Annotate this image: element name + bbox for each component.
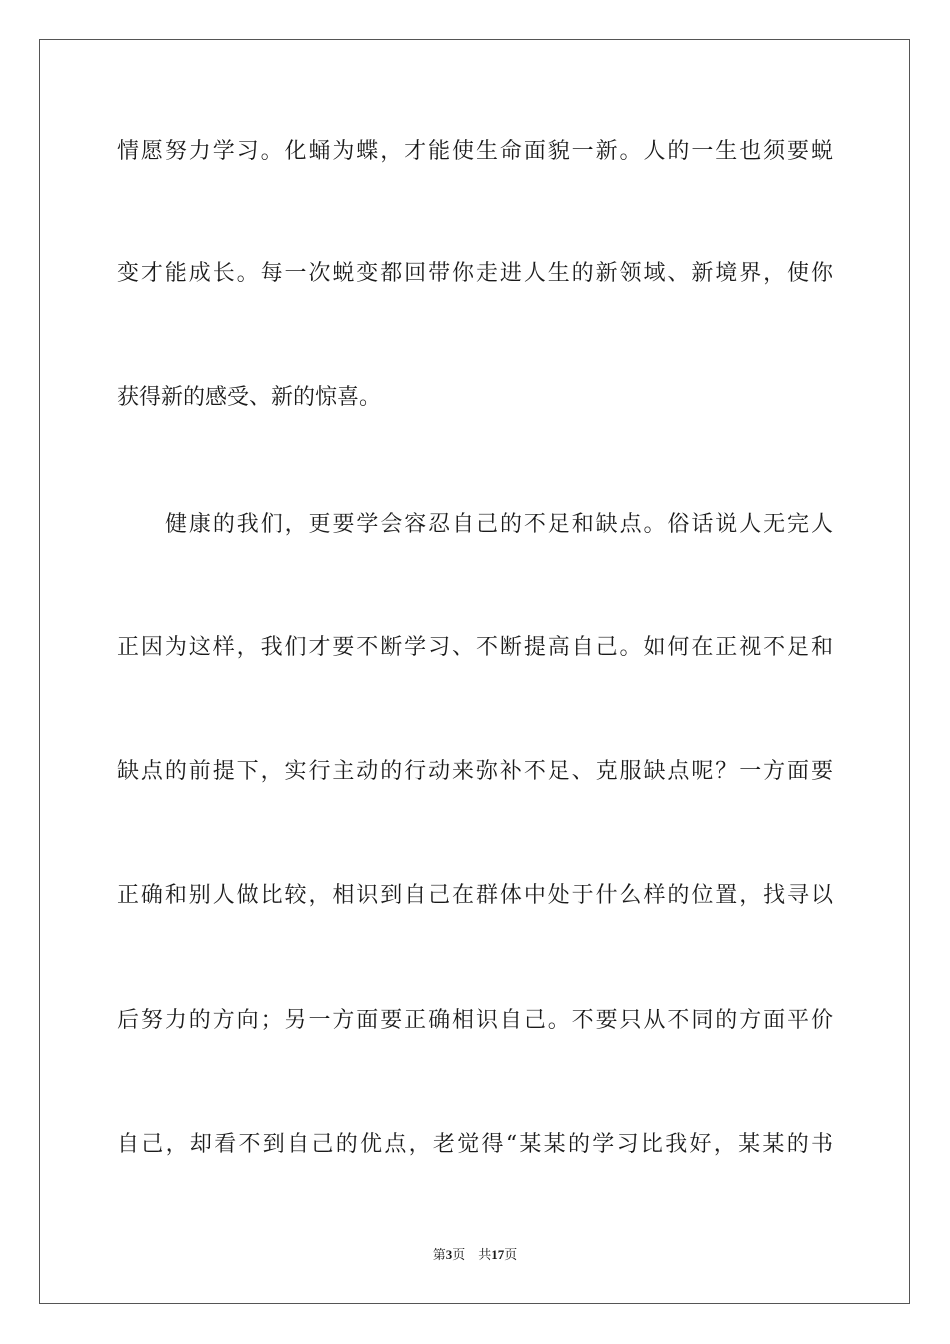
body-text-line: 后努力的方向；另一方面要正确相识自己。不要只从不同的方面平价 bbox=[117, 1008, 833, 1033]
page-border bbox=[39, 39, 910, 1304]
page-footer bbox=[0, 1246, 950, 1264]
footer-total-prefix: 共 bbox=[478, 1247, 492, 1262]
paragraph-first-line: 健康的我们，更要学会容忍自己的不足和缺点。俗话说人无完人 bbox=[165, 512, 833, 537]
footer-page-suffix: 页 bbox=[452, 1247, 466, 1262]
body-text-line: 正确和别人做比较，相识到自己在群体中处于什么样的位置，找寻以 bbox=[117, 883, 833, 908]
footer-page-prefix: 第 bbox=[432, 1247, 446, 1262]
body-text-line: 获得新的感受、新的惊喜。 bbox=[117, 385, 382, 410]
body-text-line: 缺点的前提下，实行主动的行动来弥补不足、克服缺点呢？一方面要 bbox=[117, 759, 833, 784]
body-text-line: 变才能成长。每一次蜕变都回带你走进人生的新领域、新境界，使你 bbox=[117, 261, 833, 286]
footer-total-pages: 17 bbox=[491, 1247, 505, 1262]
body-text-line: 正因为这样，我们才要不断学习、不断提高自己。如何在正视不足和 bbox=[117, 635, 833, 660]
body-text-line: 情愿努力学习。化蛹为蝶，才能使生命面貌一新。人的一生也须要蜕 bbox=[117, 139, 833, 164]
footer-page-number: 3 bbox=[445, 1247, 453, 1262]
footer-total-suffix: 页 bbox=[504, 1247, 518, 1262]
body-text-line: 自己，却看不到自己的优点，老觉得“某某的学习比我好，某某的书 bbox=[117, 1132, 833, 1157]
